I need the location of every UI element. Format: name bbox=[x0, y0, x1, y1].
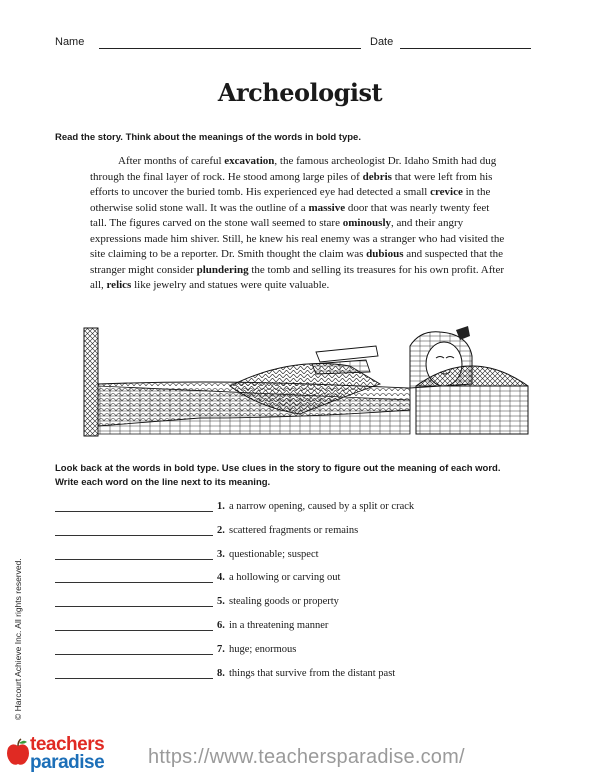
brand-logo[interactable] bbox=[30, 736, 104, 772]
question-row bbox=[55, 643, 555, 667]
page-title: Archeologist bbox=[217, 78, 383, 107]
question-row bbox=[55, 524, 555, 548]
question-number: 3. bbox=[217, 548, 225, 560]
answer-line[interactable] bbox=[55, 678, 213, 679]
bold-word: excavation bbox=[224, 155, 275, 167]
question-number: 6. bbox=[217, 619, 225, 631]
question-number: 2. bbox=[217, 524, 225, 536]
question-number: 1. bbox=[217, 501, 225, 512]
question-number: 4. bbox=[217, 572, 225, 584]
answer-line[interactable] bbox=[55, 606, 213, 607]
name-line[interactable] bbox=[99, 48, 361, 49]
question-number: 7. bbox=[217, 643, 225, 655]
instruction-lookback: Look back at the words in bold type. Use clues in the story to figure out the meaning of each word. Write each word on the line next to its meaning. bbox=[55, 463, 501, 488]
apple-icon bbox=[6, 738, 30, 766]
definition-text: things that survive from the distant past bbox=[229, 667, 396, 679]
answer-line[interactable] bbox=[55, 630, 213, 631]
brand-word-teachers: teachers bbox=[30, 734, 105, 755]
name-date-header bbox=[55, 36, 535, 52]
answer-line[interactable] bbox=[55, 582, 213, 583]
instruction-read: Read the story. Think about the meanings of the words in bold type. bbox=[55, 132, 361, 143]
footer-banner bbox=[0, 734, 600, 776]
question-row bbox=[55, 500, 555, 524]
bold-word: dubious bbox=[366, 248, 404, 260]
answer-line[interactable] bbox=[55, 511, 213, 512]
question-row bbox=[55, 548, 555, 572]
definition-text: questionable; suspect bbox=[229, 548, 319, 560]
vocabulary-questions bbox=[55, 500, 555, 690]
sarcophagus-illustration bbox=[80, 326, 532, 438]
definition-text: a narrow opening, caused by a split or crack bbox=[229, 501, 415, 512]
answer-line[interactable] bbox=[55, 654, 213, 655]
definition-text: a hollowing or carving out bbox=[229, 572, 341, 584]
copyright-notice: © Harcourt Achieve Inc. All rights reserved. bbox=[13, 558, 23, 720]
question-number: 8. bbox=[217, 667, 225, 679]
date-label: Date bbox=[370, 36, 394, 48]
site-url-link[interactable]: https://www.teachersparadise.com/ bbox=[148, 746, 465, 768]
question-row bbox=[55, 619, 555, 643]
bold-word: crevice bbox=[430, 186, 463, 198]
definition-text: huge; enormous bbox=[229, 643, 297, 655]
definition-text: in a threatening manner bbox=[229, 619, 329, 631]
question-row bbox=[55, 595, 555, 619]
question-row bbox=[55, 667, 555, 691]
story-paragraph: After months of careful excavation, the famous archeologist Dr. Idaho Smith had dug through the final layer of rock. He stood among large piles of debris that were left from his efforts to uncover the buried tomb. His experienced eye had detected a small crevice in the otherwise solid stone wall. It was the outline of a massive door that was nearly twenty feet tall. The figures carved on the stone wall seemed to stare ominously, and their angry expressions made him shiver. Still, he knew his real enemy was a stranger who had visited the site claiming to be a reporter. Dr. Smith thought the claim was dubious and suspected that the stranger might consider plundering the tomb and selling its treasures for his own profit. After all, relics like jewelry and statues were quite valuable. bbox=[90, 155, 505, 291]
definition-text: stealing goods or property bbox=[229, 596, 339, 608]
bold-word: plundering bbox=[196, 263, 249, 276]
answer-line[interactable] bbox=[55, 535, 213, 536]
question-row bbox=[55, 571, 555, 595]
name-label: Name bbox=[55, 36, 85, 48]
brand-word-paradise: paradise bbox=[30, 752, 105, 773]
bold-word: relics bbox=[106, 279, 132, 291]
bold-word: massive bbox=[308, 201, 346, 214]
definition-text: scattered fragments or remains bbox=[229, 524, 359, 536]
answer-line[interactable] bbox=[55, 559, 213, 560]
bold-word: debris bbox=[362, 170, 392, 183]
question-number: 5. bbox=[217, 596, 225, 608]
bold-word: ominously bbox=[342, 217, 392, 229]
date-line[interactable] bbox=[400, 48, 531, 49]
